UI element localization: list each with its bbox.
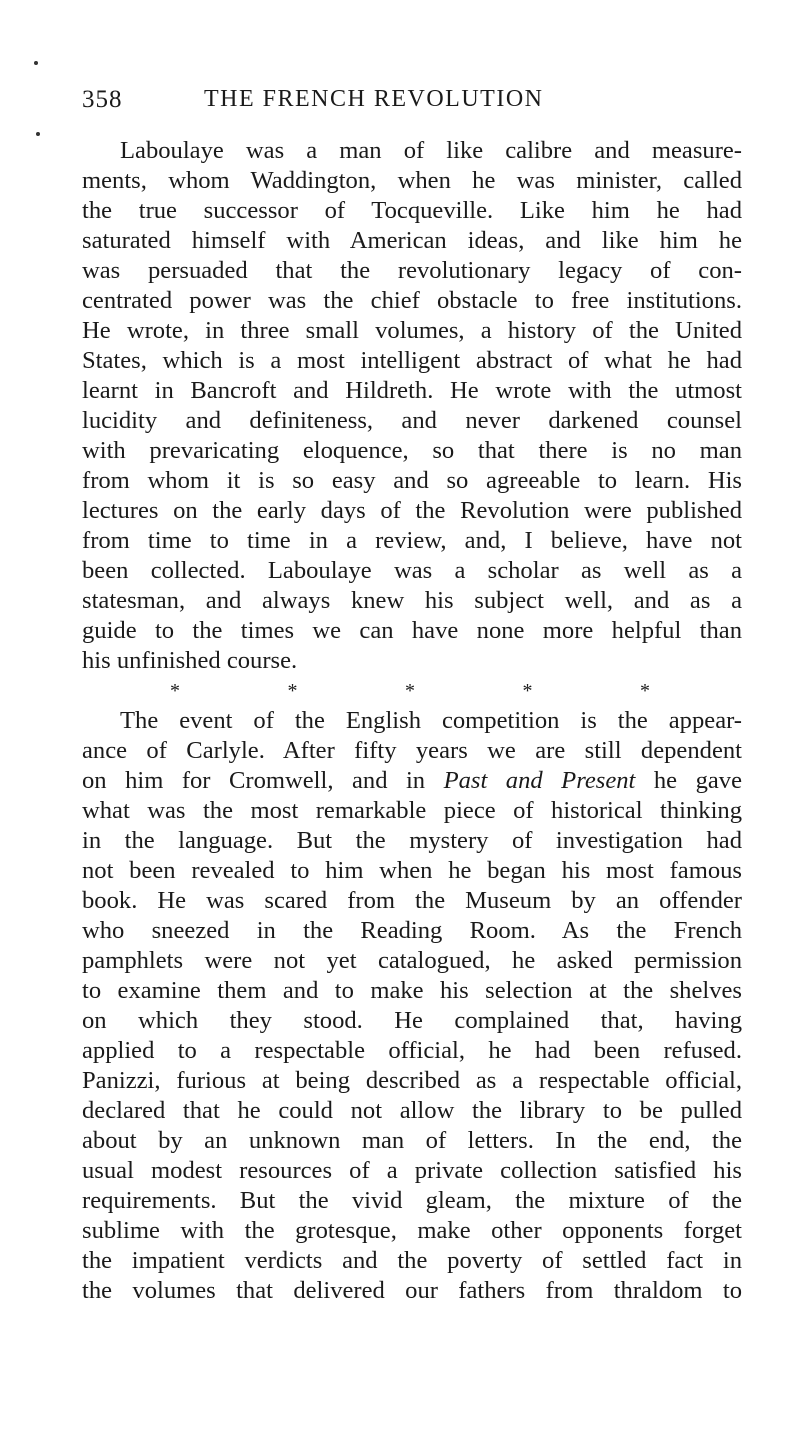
text-line: what was the most remarkable piece of historical thinking: [82, 797, 742, 824]
text-line: ments, whom Waddington, when he was minister, called: [82, 167, 742, 194]
text-line: The event of the English competition is the appear-: [120, 707, 742, 734]
text-line: the true successor of Tocqueville. Like him he had: [82, 197, 742, 224]
text-line: his unfinished course.: [82, 647, 298, 674]
text-run: on him for Cromwell, and in: [82, 767, 444, 794]
margin-mark: [36, 132, 40, 136]
text-line: about by an unknown man of letters. In the end, the: [82, 1127, 742, 1154]
text-line: lucidity and definiteness, and never darkened counsel: [82, 407, 742, 434]
running-head: THE FRENCH REVOLUTION: [204, 86, 544, 112]
body-text: [82, 136, 742, 1306]
text-line: States, which is a most intelligent abstract of what he had: [82, 347, 742, 374]
text-line: in the language. But the mystery of investigation had: [82, 827, 742, 854]
text-line: the volumes that delivered our fathers from thraldom to: [82, 1277, 742, 1304]
text-line: usual modest resources of a private collection satisfied his: [82, 1157, 742, 1184]
text-run: he gave: [635, 767, 742, 794]
paragraph-carlyle: [82, 706, 742, 1306]
text-line: He wrote, in three small volumes, a history of the United: [82, 317, 742, 344]
text-line: who sneezed in the Reading Room. As the French: [82, 917, 742, 944]
text-line: guide to the times we can have none more helpful than: [82, 617, 742, 644]
text-line: Panizzi, furious at being described as a respectable official,: [82, 1067, 742, 1094]
asterisk-ornament: *: [287, 680, 298, 702]
page-number: 358: [82, 86, 123, 113]
text-line: the impatient verdicts and the poverty of settled fact in: [82, 1247, 742, 1274]
text-line: sublime with the grotesque, make other opponents forget: [82, 1217, 742, 1244]
text-line: saturated himself with American ideas, and like him he: [82, 227, 742, 254]
page-header: [82, 86, 742, 118]
text-line: declared that he could not allow the library to be pulled: [82, 1097, 742, 1124]
text-line: was persuaded that the revolutionary legacy of con-: [82, 257, 742, 284]
text-line: requirements. But the vivid gleam, the mixture of the: [82, 1187, 742, 1214]
text-line: centrated power was the chief obstacle to free institutions.: [82, 287, 742, 314]
text-line: book. He was scared from the Museum by an offender: [82, 887, 742, 914]
asterisk-ornament: *: [640, 680, 650, 702]
asterisk-ornament: *: [405, 680, 415, 702]
text-line: not been revealed to him when he began his most famous: [82, 857, 742, 884]
margin-mark: [34, 61, 38, 65]
section-separator: [170, 676, 650, 706]
text-line: lectures on the early days of the Revolution were published: [82, 497, 742, 524]
text-line: from whom it is so easy and so agreeable to learn. His: [82, 467, 742, 494]
text-line: on which they stood. He complained that, having: [82, 1007, 742, 1034]
text-line: pamphlets were not yet catalogued, he asked permission: [82, 947, 742, 974]
text-line: applied to a respectable official, he had been refused.: [82, 1037, 742, 1064]
text-line: ance of Carlyle. After fifty years we are still dependent: [82, 737, 742, 764]
text-line: with prevaricating eloquence, so that there is no man: [82, 437, 742, 464]
text-line: Laboulaye was a man of like calibre and measure-: [120, 137, 742, 164]
text-line: statesman, and always knew his subject well, and as a: [82, 587, 742, 614]
text-line: [82, 766, 742, 796]
book-title: Past and Present: [443, 767, 636, 794]
text-line: from time to time in a review, and, I believe, have not: [82, 527, 742, 554]
text-line: learnt in Bancroft and Hildreth. He wrote with the utmost: [82, 377, 742, 404]
asterisk-ornament: *: [522, 680, 533, 702]
text-line: to examine them and to make his selection at the shelves: [82, 977, 742, 1004]
asterisk-ornament: *: [170, 680, 180, 702]
paragraph-laboulaye: [82, 136, 742, 676]
text-line: been collected. Laboulaye was a scholar as well as a: [82, 557, 742, 584]
